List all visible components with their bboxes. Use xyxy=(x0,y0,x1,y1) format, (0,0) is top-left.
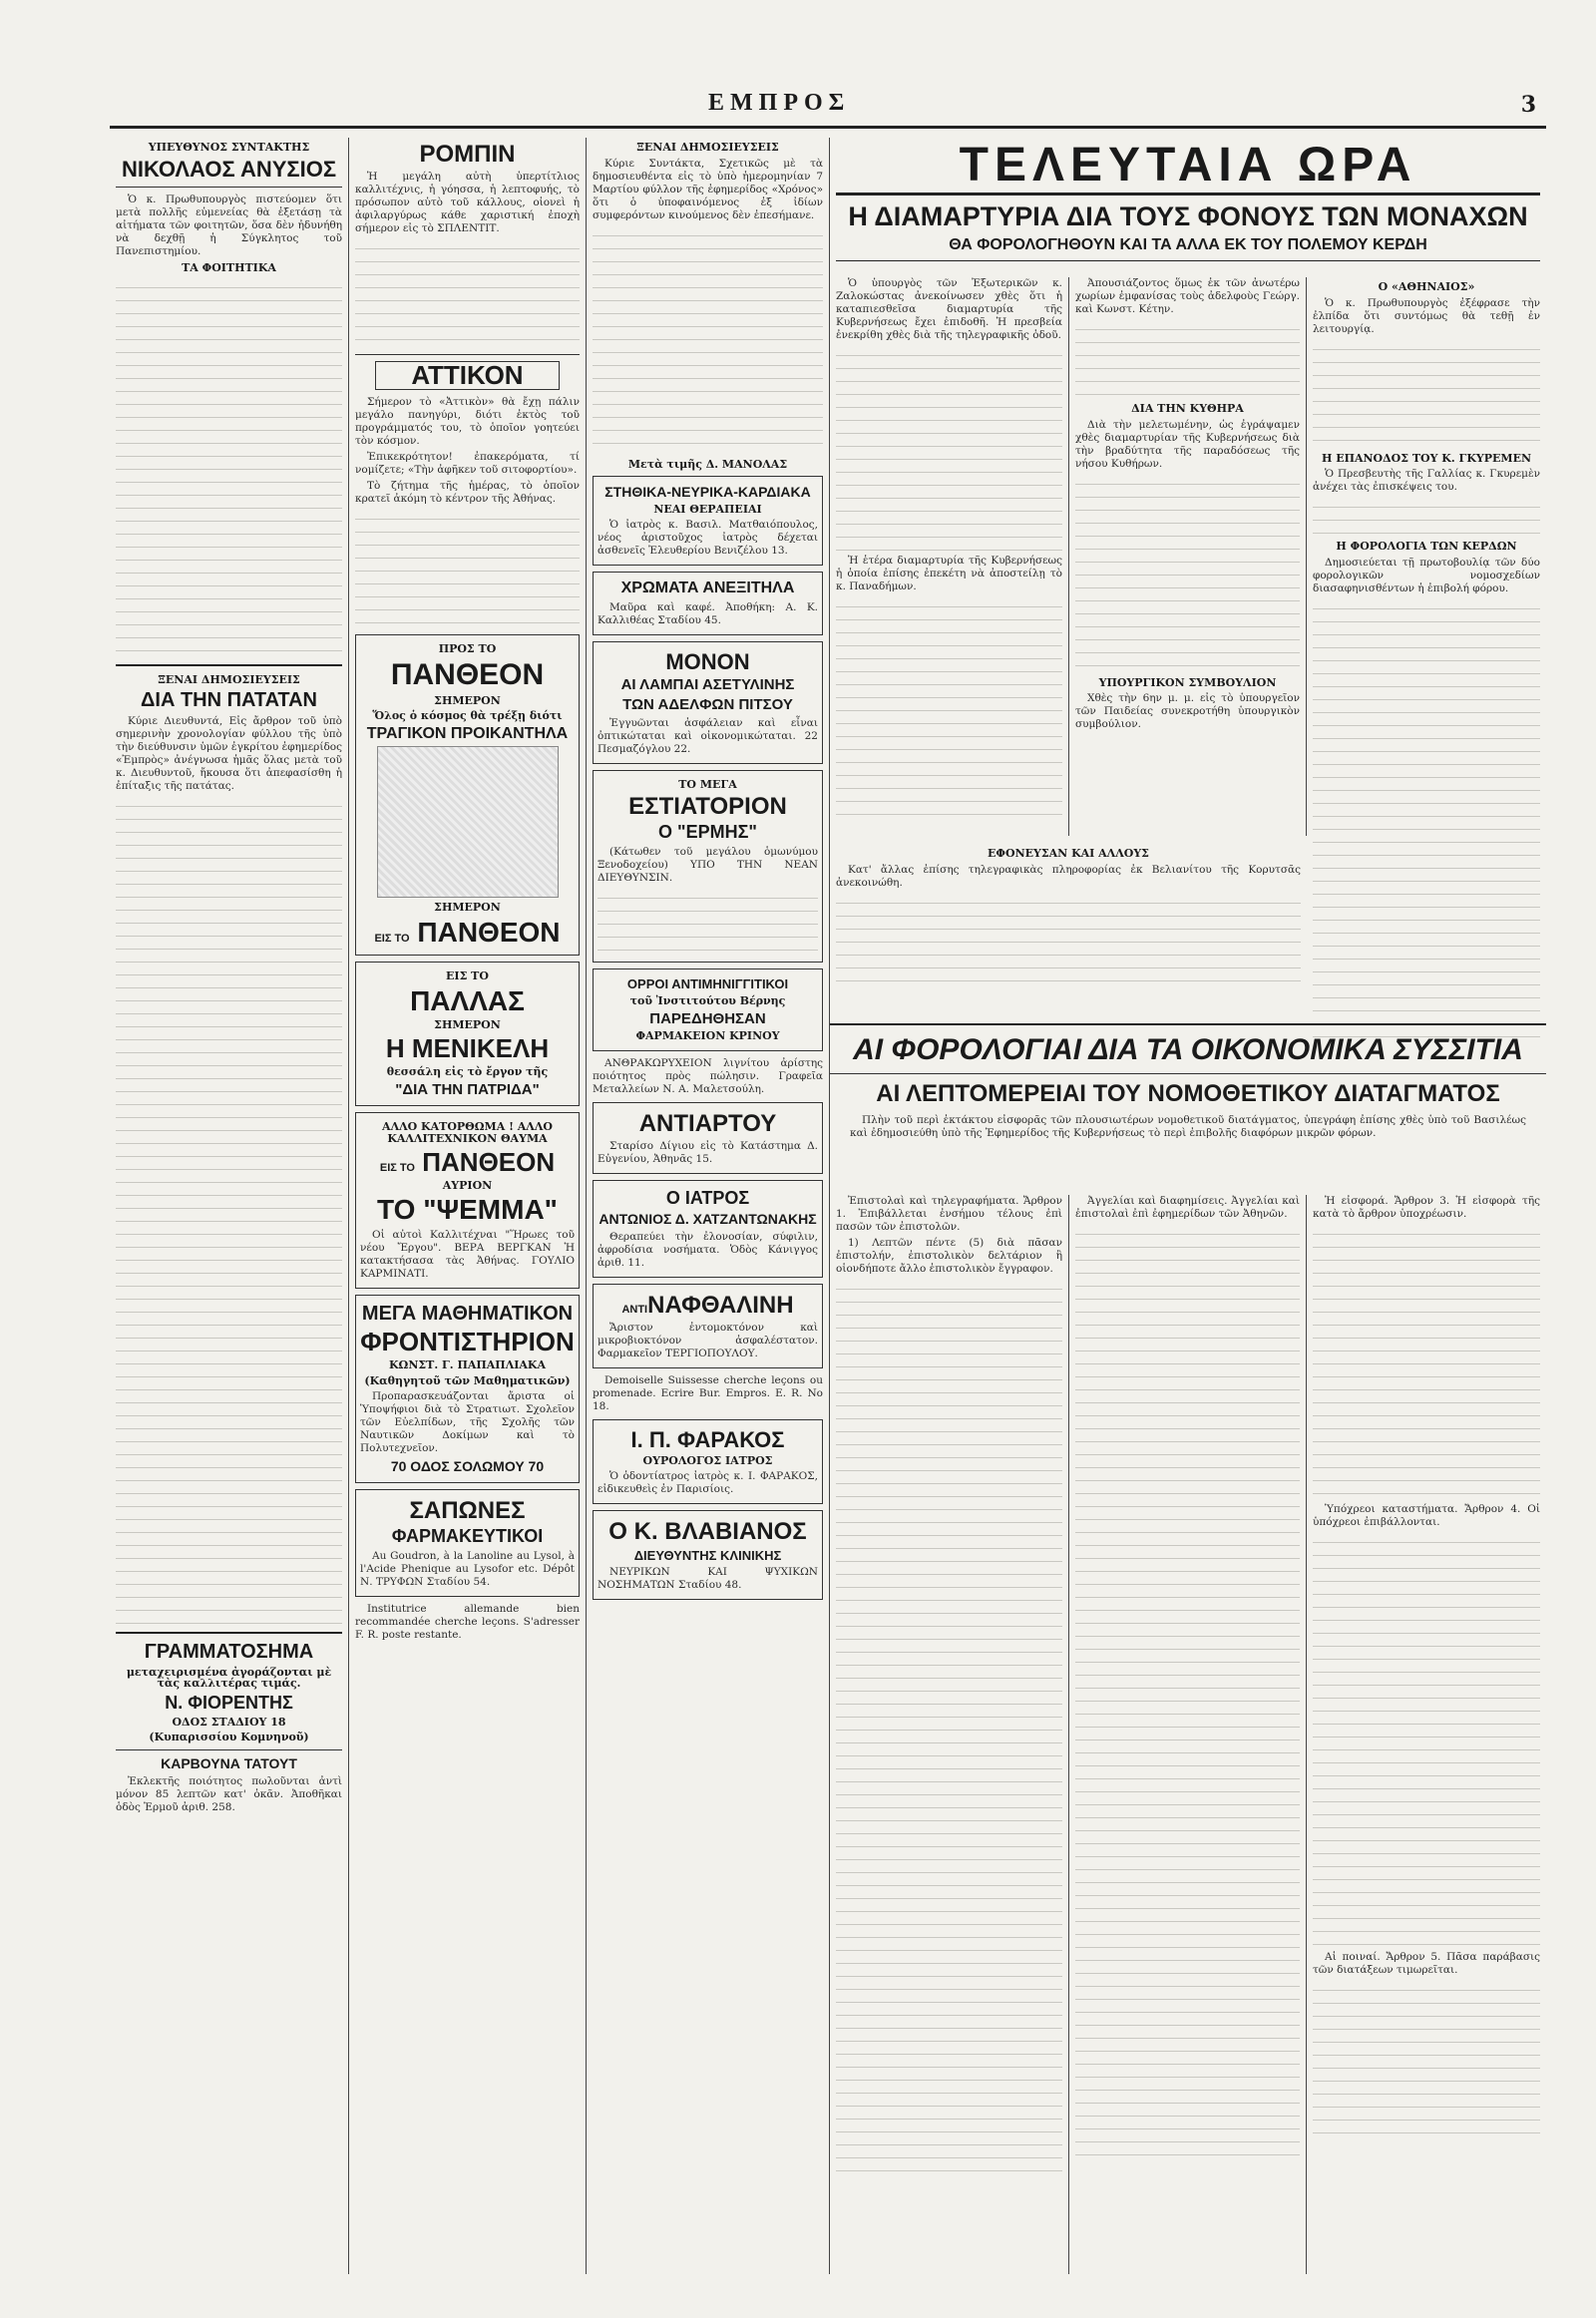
doctor-pre: Ο ΙΑΤΡΟΣ xyxy=(665,1188,750,1209)
letter-body xyxy=(593,225,823,455)
inst-ad xyxy=(355,1603,580,1642)
stamp-title: ΓΡΑΜΜΑΤΟΣΗΜΑ xyxy=(144,1640,314,1663)
attikon-text2: Τὸ ζήτημα τῆς ἡμέρας, τὸ ὁποῖον κρατεῖ ἀκόμη τὸ κέντρον τῆς Ἀθήνας. xyxy=(355,480,580,506)
protest-article xyxy=(836,277,1062,342)
kythira-body xyxy=(1075,474,1300,673)
letter-signature: Μετὰ τιμῆς Δ. ΜΑΝΟΛΑΣ xyxy=(627,457,788,471)
pallas-name: ΠΑΛΛΑΣ xyxy=(410,984,525,1016)
pantheon2-today: ΣΗΜΕΡΟΝ xyxy=(434,901,501,915)
efon-text: Κατ' ἄλλας ἐπίσης τηλεγραφικὰς πληροφορίας ἐκ Βελιανίτου τῆς Κορυτσᾶς ἀνεκοινώθη. xyxy=(836,863,1301,889)
vlav-sub: ΔΙΕΥΘΥΝΤΗΣ ΚΛΙΝΙΚΗΣ xyxy=(633,1547,782,1563)
kythira-article xyxy=(1075,419,1300,471)
clinic-text: Ὁ ἰατρὸς κ. Βασιλ. Ματθαιόπουλος, νέος ἀριστοῦχος ἰατρὸς δέχεται ἀσθενεῖς Ἐλευθερίου Βενιζέλου 13. xyxy=(598,519,818,558)
vlav-ad xyxy=(593,1510,823,1600)
pantheon-illustration xyxy=(377,746,559,898)
rest-title2: ΕΣΤΙΑΤΟΡΙΟΝ xyxy=(628,793,787,821)
law-body-2 xyxy=(1075,1224,1300,2161)
newspaper-name: ΕΜΠΡΟΣ xyxy=(708,90,851,116)
serum-name: ΠΑΡΕΔΗΘΗΣΑΝ xyxy=(649,1009,766,1027)
tomorrow-ad xyxy=(355,1112,580,1288)
column-1 xyxy=(110,138,349,2274)
tax-text: Δημοσιεύεται τῇ πρωτοβουλίᾳ τῶν δύο φορολογικῶν νομοσχεδίων διασαφηνισθέντων ἡ ἐπιβολή φόρου. xyxy=(1313,556,1540,594)
stamp-address: ΟΔΟΣ ΣΤΑΔΙΟΥ 18 xyxy=(172,1715,286,1729)
lamp-title: ΜΟΝΟΝ xyxy=(665,649,750,675)
robin-title: ΡΟΜΠΙΝ xyxy=(419,141,516,168)
serum-ad xyxy=(593,968,823,1050)
pallas-star: Η ΜΕΝΙΚΕΛΗ xyxy=(385,1032,550,1063)
tomorrow-line: ΑΛΛΟ ΚΑΤΟΡΘΩΜΑ ! ΑΛΛΟ ΚΑΛΛΙΤΕΧΝΙΚΟΝ ΘΑΥΜΑ xyxy=(382,1120,553,1145)
rest-body xyxy=(598,888,818,958)
restaurant-ad xyxy=(593,770,823,964)
soap-text: Au Goudron, à la Lanoline au Lysol, à l'Acide Phenique au Lysofor etc. Dépôt Ν. ΤΡΥΦΩΝ Σταδίου 54. xyxy=(360,1549,575,1588)
subhead2: ΘΑ ΦΟΡΟΛΟΓΗΘΟΥΝ ΚΑΙ ΤΑ ΑΛΛΑ ΕΚ ΤΟΥ ΠΟΛΕΜΟΥ ΚΕΡΔΗ xyxy=(836,236,1540,261)
pallas-ad xyxy=(355,962,580,1106)
editor-label: ΥΠΕΥΘΥΝΟΣ ΣΥΝΤΑΚΤΗΣ xyxy=(148,141,310,154)
colors-title: ΧΡΩΜΑΤΑ ΑΝΕΞΙΤΗΛΑ xyxy=(620,580,795,597)
rest-text: (Κάτωθεν τοῦ μεγάλου ὁμωνύμου Ξενοδοχείου) ΥΠΟ ΤΗΝ ΝΕΑΝ ΔΙΕΥΘΥΝΣΙΝ. xyxy=(598,846,818,885)
carbon-ad xyxy=(116,1775,342,1814)
foreign-label-2: ΞΕΝΑΙ ΔΗΜΟΣΙΕΥΣΕΙΣ xyxy=(636,141,779,154)
kythira-title: ΔΙΑ ΤΗΝ ΚΥΘΗΡΑ xyxy=(1131,402,1244,415)
psemma-title: ΤΟ "ΨΕΜΜΑ" xyxy=(377,1194,558,1226)
pantheon-pre: ΠΡΟΣ ΤΟ xyxy=(438,642,497,656)
stamp-owner: Ν. ΦΙΟΡΕΝΤΗΣ xyxy=(165,1692,293,1713)
law-block-5 xyxy=(1313,1951,1540,1977)
column-2 xyxy=(349,138,587,2274)
pantheon2-name: ΠΑΝΘΕΟΝ xyxy=(417,916,561,948)
efon-body xyxy=(836,893,1301,982)
council-article xyxy=(1075,692,1300,731)
law-body-1 xyxy=(836,1279,1062,2176)
lamp-title3: ΤΩΝ ΑΔΕΛΦΩΝ ΠΙΤΣΟΥ xyxy=(622,695,793,713)
farakos-sub: ΟΥΡΟΛΟΓΟΣ ΙΑΤΡΟΣ xyxy=(642,1453,773,1467)
tomorrow-day: ΑΥΡΙΟΝ xyxy=(442,1178,493,1192)
math-ad xyxy=(355,1295,580,1483)
soap-title: ΣΑΠΩΝΕΣ xyxy=(409,1496,526,1524)
naph-title: ΝΑΦΘΑΛΙΝΗ xyxy=(647,1291,794,1319)
wide-subcol-1 xyxy=(830,277,1069,836)
council-text: Χθὲς τὴν 6ην μ. μ. εἰς τὸ ὑπουργεῖον τῶν Παιδείας συνεκροτήθη ὑπουργικὸν συμβούλιον. xyxy=(1075,692,1300,731)
law-subcol-3 xyxy=(1307,1195,1546,2274)
colors-ad xyxy=(593,572,823,635)
attikon-body xyxy=(355,509,580,628)
return-text: Ὁ Πρεσβευτὴς τῆς Γαλλίας κ. Γκυρεμὲν ἀνέχει τὰς ἐπισκέψεις του. xyxy=(1313,468,1540,494)
lamp-block xyxy=(598,717,818,756)
law-text3: Ἀγγελίαι καὶ διαφημίσεις. Ἀγγελίαι καὶ ἐπιστολαὶ ἐπὶ ἐφημερίδων τῶν Ἀθηνῶν. xyxy=(1075,1195,1300,1220)
doctor-name: ΑΝΤΩΝΙΟΣ Δ. ΧΑΤΖΑΝΤΩΝΑΚΗΣ xyxy=(598,1210,817,1227)
law-block-3 xyxy=(1313,1195,1540,1221)
farakos-text: Ὁ ὁδοντίατρος ἰατρὸς κ. Ι. ΦΑΡΑΚΟΣ, εἰδικευθεὶς ἐν Παρισίοις. xyxy=(598,1470,818,1496)
column-4 xyxy=(830,138,1546,2274)
doctor-block xyxy=(598,1231,818,1270)
headline: ΤΕΛΕΥΤΑΙΑ ΩΡΑ xyxy=(836,138,1540,195)
athen-body xyxy=(1313,339,1540,449)
antiartou-text: Σταρίσο Δίγιου εἰς τὸ Κατάστημα Δ. Εὐγενίου, Ἀθηνᾶς 15. xyxy=(598,1140,818,1166)
psemma-text: Οἱ αὐτοὶ Καλλιτέχναι "Ἥρωες τοῦ νέου Ἔργου". ΒΕΡΑ ΒΕΡΓΚΑΝ Ἡ κατακτήσασα τὰς Ἀθήνας. ΓΟΥΛΙΟ ΚΑΡΜΙΝΑΤΙ. xyxy=(360,1228,575,1280)
efon-article xyxy=(836,864,1301,890)
council-title: ΥΠΟΥΡΓΙΚΟΝ ΣΥΜΒΟΥΛΙΟΝ xyxy=(1098,675,1277,689)
law-text6: Αἱ ποιναί. Ἄρθρον 5. Πᾶσα παράβασις τῶν διατάξεων τιμωρεῖται. xyxy=(1313,1951,1540,1976)
protest-article-2 xyxy=(836,555,1062,593)
swiss-text: Demoiselle Suissesse cherche leçons ou promenade. Ecrire Bur. Empros. E. R. No 18. xyxy=(593,1373,823,1412)
attikon-title: ΑΤΤΙΚΟΝ xyxy=(375,361,560,390)
law-block-1 xyxy=(836,1195,1062,1276)
pallas-pre: ΕΙΣ ΤΟ xyxy=(446,969,489,983)
doctor-text: Θεραπεύει τὴν ἐλονοσίαν, σύφιλιν, ἀφροδίσια νοσήματα. Ὁδὸς Κάνιγγος ἀριθ. 11. xyxy=(598,1230,818,1269)
law-subcol-1 xyxy=(830,1195,1069,2274)
foreign-label-1: ΞΕΝΑΙ ΔΗΜΟΣΙΕΥΣΕΙΣ xyxy=(158,673,300,687)
colors-block xyxy=(598,601,818,627)
kythira-text: Διὰ τὴν μελετωμένην, ὡς ἐγράψαμεν χθὲς διαμαρτυρίαν τῆς Κυβερνήσεως διὰ τὴν βραδύτητα τῆς παραδόσεως τῆς νήσου Κυθήρων. xyxy=(1075,418,1300,470)
rest-title3: Ο "ΕΡΜΗΣ" xyxy=(658,822,757,843)
column-3 xyxy=(587,138,830,2274)
pallas-line: θεσσάλη εἰς τὸ ἔργον τῆς xyxy=(386,1065,549,1079)
carbon-text: Ἐκλεκτῆς ποιότητος πωλοῦνται ἀντὶ μόνον 85 λεπτῶν κατ' ὀκᾶν. Ἀποθῆκαι ὁδὸς Ἑρμοῦ ἀριθ. 258. xyxy=(116,1774,342,1813)
attikon-line: Ἐπικεκρότητον! ἐπακερόματα, τί νομίζετε; «Τὴν ἀφῆκεν τοῦ σιτοφορτίου». xyxy=(355,451,580,477)
banner-title: ΑΙ ΦΟΡΟΛΟΓΙΑΙ ΔΙΑ ΤΑ ΟΙΚΟΝΟΜΙΚΑ ΣΥΣΣΙΤΙΑ xyxy=(853,1033,1523,1066)
letter xyxy=(593,158,823,222)
tax-banner xyxy=(830,1015,1546,1185)
pallas-play: "ΔΙΑ ΤΗΝ ΠΑΤΡΙΔΑ" xyxy=(395,1080,540,1098)
protest-text3: Ἀπουσιάζοντος ὅμως ἐκ τῶν ἀνωτέρω χωρίων ἐμφανίσας τοὺς ἀδελφοὺς Γεώργ. καὶ Κωνστ. Κέτην. xyxy=(1075,277,1300,315)
protest-article-3 xyxy=(1075,277,1300,316)
potato-text: Κύριε Διευθυντά, Εἰς ἄρθρον τοῦ ὑπὸ σημερινὴν χρονολογίαν φύλλου τῆς ὑπὸ τὴν διεύθυνσιν ὑμῶν ἐγκρίτου ἐφημερίδος «Ἐμπρὸς» ἀνέγνωσα ἡμᾶς ὅλας μετὰ τοῦ κ. Διευθυντοῦ, ἤκουσα ὅτι ἀπεφασίσθη ἡ ἐπίταξις τῆς πατάτας. xyxy=(116,714,342,792)
return-article xyxy=(1313,468,1540,494)
page-number: 3 xyxy=(1520,92,1536,118)
protest-text1: Ὁ ὑπουργὸς τῶν Ἐξωτερικῶν κ. Ζαλοκώστας ἀνεκοίνωσεν χθὲς ὅτι ἡ καταπιεσθεῖσα διαμαρτυρία τῆς Κυβερνήσεως ἔχει ἐπιδοθῆ. Ἡ πρεσβεία ἐνεκρίθη χθὲς διὰ τῆς τηλεγραφικῆς ὁδοῦ. xyxy=(836,277,1062,341)
antiartou-title: ΑΝΤΙΑΡΤΟΥ xyxy=(638,1109,777,1137)
lamp-ad xyxy=(593,641,823,764)
rest-title: ΤΟ ΜΕΓΑ xyxy=(678,777,737,791)
vlav-block xyxy=(598,1566,818,1592)
letter-text: Κύριε Συντάκτα, Σχετικῶς μὲ τὰ δημοσιευθέντα εἰς τὸ ὑπὸ ἡμερομηνίαν 7 Μαρτίου φύλλον τῆς ἐφημερίδος «Χρόνος» ὅτι ὁ ὑποφαινόμενος ἐξ ἰδίων συμφερόντων κινούμενος δὲν ἐπεσήμανε. xyxy=(593,157,823,221)
stamp-note: (Κυπαρισσίου Κομνηνοῦ) xyxy=(149,1731,309,1744)
rest-block xyxy=(598,846,818,885)
pantheon-today: ΣΗΜΕΡΟΝ xyxy=(434,693,501,707)
pantheon2-pre: ΕΙΣ ΤΟ xyxy=(374,932,410,945)
serum-pharm: ΦΑΡΜΑΚΕΙΟΝ ΚΡΙΝΟΥ xyxy=(635,1029,780,1043)
efon-title: ΕΦΟΝΕΥΣΑΝ ΚΑΙ ΑΛΛΟΥΣ xyxy=(988,847,1149,860)
antiartou-block xyxy=(598,1140,818,1166)
editor-name: ΝΙΚΟΛΑΟΣ ΑΝΥΣΙΟΣ xyxy=(121,156,337,182)
colors-text: Μαῦρα καὶ καφέ. Ἀποθήκη: Α. Κ. Καλλιθέας Σταδίου 45. xyxy=(598,601,818,627)
coal-ad xyxy=(593,1057,823,1096)
law-body-3b xyxy=(1313,1532,1540,1951)
math-title: ΜΕΓΑ ΜΑΘΗΜΑΤΙΚΟΝ xyxy=(361,1302,574,1325)
banner-text: Πλὴν τοῦ περὶ ἐκτάκτου εἰσφορᾶς τῶν πλουσιωτέρων νομοθετικοῦ διατάγματος, ὑπεγράφη ἐπίσης χθὲς ὑπὸ τοῦ Βασιλέως καὶ ἐδημοσιεύθη ὑπὸ τῆς Ἐφημερίδος τῆς Κυβερνήσεως τὸ περὶ ἐπιβολῆς διαφόρων μικρῶν φόρων. xyxy=(850,1114,1526,1139)
tomorrow-name: ΠΑΝΘΕΟΝ xyxy=(422,1146,556,1177)
lamp-title2: ΑΙ ΛΑΜΠΑΙ ΑΣΕΤΥΛΙΝΗΣ xyxy=(620,676,795,694)
attikon-text: Σήμερον τὸ «Ἀττικὸν» θὰ ἔχῃ πάλιν μεγάλο πανηγύρι, διότι ἐκτὸς τοῦ προγράμματός του, τὸ ὁποῖον γοητεύει τὸν κόσμον. xyxy=(355,396,580,448)
protest-body-3 xyxy=(1075,319,1300,399)
protest-body xyxy=(836,345,1062,555)
law-text5: Ὑπόχρεοι καταστήματα. Ἄρθρον 4. Οἱ ὑπόχρεοι ἐπιβάλλονται. xyxy=(1313,1503,1540,1528)
math-block xyxy=(360,1390,575,1455)
soap-ad xyxy=(355,1489,580,1597)
robin-article xyxy=(355,171,580,235)
student-article xyxy=(116,193,342,258)
law-text4: Ἡ εἰσφορά. Ἄρθρον 3. Ἡ εἰσφορὰ τῆς κατὰ τὸ ἄρθρον ὑποχρέωσιν. xyxy=(1313,1195,1540,1220)
masthead xyxy=(110,90,1546,129)
law-block-4 xyxy=(1313,1503,1540,1529)
law-body-3a xyxy=(1313,1224,1540,1503)
law-block-2 xyxy=(1075,1195,1300,1221)
serum-sub: τοῦ Ἰνστιτούτου Βέρνης xyxy=(629,993,786,1007)
return-title: Η ΕΠΑΝΟΔΟΣ ΤΟΥ Κ. ΓΚΥΡΕΜΕΝ xyxy=(1321,451,1532,465)
vlav-text: ΝΕΥΡΙΚΩΝ ΚΑΙ ΨΥΧΙΚΩΝ ΝΟΣΗΜΑΤΩΝ Σταδίου 48. xyxy=(598,1566,818,1592)
tax-article xyxy=(1313,557,1540,595)
naph-ad xyxy=(593,1284,823,1368)
student-text: Ὁ κ. Πρωθυπουργὸς πιστεύομεν ὅτι μετὰ πολλῆς εὐμενείας θὰ ἐξετάσῃ τὰ αἰτήματα τῶν φοιτητῶν, ὅσα δὲν ἠδυνήθη νὰ δεχθῇ ἡ Σύγκλητος τοῦ Πανεπιστημίου. xyxy=(116,193,342,257)
robin-body xyxy=(355,238,580,348)
pantheon-ad xyxy=(355,634,580,956)
math-owner: ΚΩΝΣΤ. Γ. ΠΑΠΑΠΛΙΑΚΑ xyxy=(388,1358,547,1372)
math-address: 70 ΟΔΟΣ ΣΟΛΩΜΟΥ 70 xyxy=(390,1458,545,1475)
law-text1: Ἐπιστολαὶ καὶ τηλεγραφήματα. Ἄρθρον 1. Ἐπιβάλλεται ἐνσήμου τέλους ἐπὶ πασῶν τῶν ἐπιστολῶν. xyxy=(836,1195,1062,1233)
newspaper-page xyxy=(110,90,1546,2284)
tax-title: Η ΦΟΡΟΛΟΓΙΑ ΤΩΝ ΚΕΡΔΩΝ xyxy=(1336,540,1517,554)
clinic-sub: ΝΕΑΙ ΘΕΡΑΠΕΙΑΙ xyxy=(653,502,762,516)
banner-sub: ΑΙ ΛΕΠΤΟΜΕΡΕΙΑΙ ΤΟΥ ΝΟΜΟΘΕΤΙΚΟΥ ΔΙΑΤΑΓΜΑΤΟΣ xyxy=(876,1080,1500,1107)
athen-article xyxy=(1313,297,1540,336)
pantheon-name: ΠΑΝΘΕΟΝ xyxy=(390,658,545,692)
potato-title: ΔΙΑ ΤΗΝ ΠΑΤΑΤΑΝ xyxy=(141,688,317,711)
return-body xyxy=(1313,497,1540,537)
athen-title: Ο «ΑΘΗΝΑΙΟΣ» xyxy=(1378,280,1475,293)
protest-text2: Ἡ ἑτέρα διαμαρτυρία τῆς Κυβερνήσεως ἡ ὁποία ἐπίσης ἐπεκέτη νὰ ἀποστείλῃ τὸ κ. Παναδήμων. xyxy=(836,555,1062,592)
tax-body xyxy=(1313,598,1540,1037)
potato-article-body xyxy=(116,796,342,1624)
banner-intro xyxy=(830,1114,1546,1140)
robin-text: Ἡ μεγάλη αὐτὴ ὑπερτίτλιος καλλιτέχνις, ἡ γόησσα, ἡ λεπτοφυής, τὸ πρόσωπον αὐτὸ τοῦ κάλλους, οἱονεὶ ἡ ἀφιλαργύρως κάθε χαριστική ἐποχὴ σήμερον εἰς τὸ ΣΠΛΕΝΤΙΤ. xyxy=(355,171,580,235)
pantheon-line: Ὅλος ὁ κόσμος θὰ τρέξῃ διότι xyxy=(372,709,563,723)
doctor-ad xyxy=(593,1180,823,1278)
lamp-text: Ἐγγυῶνται ἀσφάλειαν καὶ εἶναι ὀπτικώταται καὶ οἰκονομικώταται. 22 Πεσμαζόγλου 22. xyxy=(598,716,818,755)
attikon-article xyxy=(355,396,580,506)
wide-subcol-3 xyxy=(1307,277,1546,1075)
farakos-ad xyxy=(593,1419,823,1505)
math-sub: (Καθηγητοῦ τῶν Μαθηματικῶν) xyxy=(364,1373,571,1387)
naph-pre: ΑΝΤΙ xyxy=(621,1303,648,1316)
farakos-block xyxy=(598,1470,818,1496)
potato-article xyxy=(116,715,342,793)
soap-block xyxy=(360,1550,575,1589)
wide-lower-block xyxy=(830,844,1307,1003)
pantheon-play: ΤΡΑΓΙΚΟΝ ΠΡΟΙΚΑΝΤΗΛΑ xyxy=(366,724,569,742)
serum-title: ΟΡΡΟΙ ΑΝΤΙΜΗΝΙΓΓΙΤΙΚΟΙ xyxy=(626,976,789,992)
law-text2: 1) Λεπτῶν πέντε (5) διὰ πᾶσαν ἐπιστολήν, ἐπιστολικὸν δελτάριον ἢ οἱονδήποτε ἄλλο ἐπιστολικὸν ἔγγραφον. xyxy=(836,1237,1062,1275)
math-title2: ΦΡΟΝΤΙΣΤΗΡΙΟΝ xyxy=(360,1326,575,1356)
law-body-3c xyxy=(1313,1980,1540,2139)
wide-subcol-2 xyxy=(1069,277,1307,836)
protest-body-2 xyxy=(836,596,1062,826)
inst-text: Institutrice allemande bien recommandée cherche leçons. S'adresser F. R. poste restante. xyxy=(355,1602,580,1641)
student-article-body xyxy=(116,277,342,656)
antiartou-ad xyxy=(593,1102,823,1174)
pallas-today: ΣΗΜΕΡΟΝ xyxy=(434,1018,501,1032)
farakos-title: Ι. Π. ΦΑΡΑΚΟΣ xyxy=(630,1426,785,1452)
student-label: ΤΑ ΦΟΙΤΗΤΙΚΑ xyxy=(182,260,276,274)
subhead: Η ΔΙΑΜΑΡΤΥΡΙΑ ΔΙΑ ΤΟΥΣ ΦΟΝΟΥΣ ΤΩΝ ΜΟΝΑΧΩΝ xyxy=(848,201,1528,231)
carbon-title: ΚΑΡΒΟΥΝΑ ΤΑΤΟΥΤ xyxy=(161,1754,297,1771)
clinic-ad xyxy=(593,476,823,566)
tomorrow-pre: ΕΙΣ ΤΟ xyxy=(379,1161,415,1174)
soap-title2: ΦΑΡΜΑΚΕΥΤΙΚΟΙ xyxy=(391,1526,544,1547)
clinic-block xyxy=(598,519,818,558)
math-text: Προπαρασκευάζονται ἄριστα οἱ Ὑποψήφιοι διὰ τὸ Στρατιωτ. Σχολεῖον τῶν Εὐελπίδων, τῆς Σχολῆς τῶν Ναυτικῶν Δοκίμων καὶ τὸ Πολυτεχνεῖον. xyxy=(360,1390,575,1455)
law-subcol-2 xyxy=(1069,1195,1307,2274)
stamp-sub: μεταχειρισμένα ἀγοράζονται μὲ τὰς καλλιτέρας τιμάς. xyxy=(126,1665,332,1691)
swiss-ad xyxy=(593,1374,823,1413)
clinic-title: ΣΤΗΘΙΚΑ-ΝΕΥΡΙΚΑ-ΚΑΡΔΙΑΚΑ xyxy=(604,484,811,501)
vlav-title: Ο Κ. ΒΛΑΒΙΑΝΟΣ xyxy=(608,1518,807,1546)
naph-text: Ἄριστον ἐντομοκτόνον καὶ μικροβιοκτόνον ἀσφαλέστατον. Φαρμακεῖον ΤΕΡΓΙΟΠΟΥΛΟΥ. xyxy=(598,1321,818,1359)
coal-text: ΑΝΘΡΑΚΩΡΥΧΕΙΟΝ λιγνίτου ἀρίστης ποιότητος πρὸς πώλησιν. Γραφεῖα Μεταλλείων Ν. Α. Μαλετσούλη. xyxy=(593,1056,823,1095)
athen-text: Ὁ κ. Πρωθυπουργὸς ἐξέφρασε τὴν ἐλπίδα ὅτι συντόμως θὰ τεθῇ ἐν λειτουργίᾳ. xyxy=(1313,296,1540,335)
psemma-block xyxy=(360,1229,575,1281)
naph-block xyxy=(598,1322,818,1360)
